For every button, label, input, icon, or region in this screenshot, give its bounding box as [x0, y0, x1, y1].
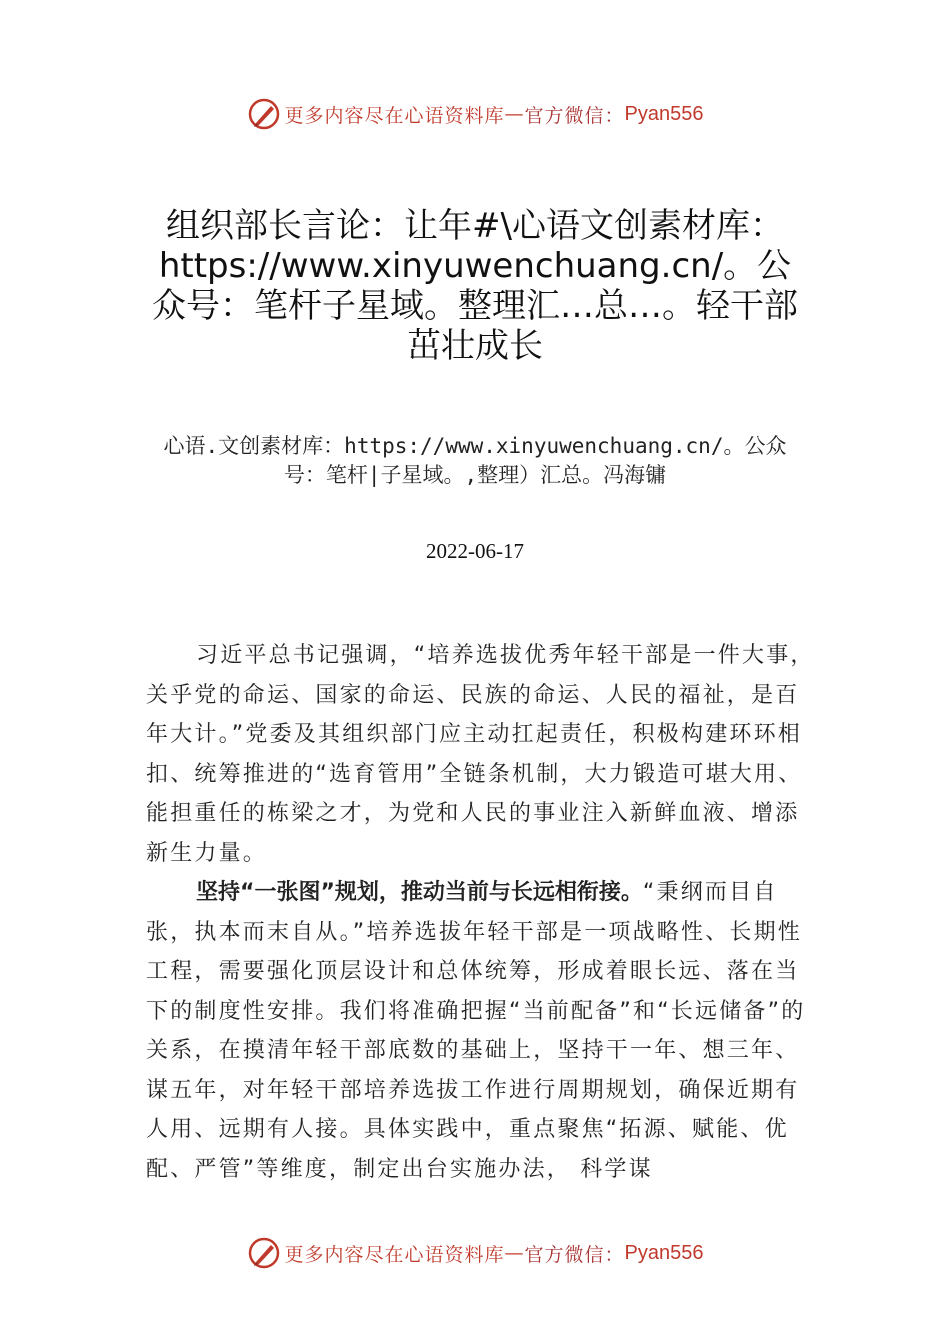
banner-wechat-label: 官方微信：: [524, 104, 625, 127]
banner-wechat-label: 官方微信：: [524, 1243, 625, 1266]
paragraph-text: 习近平总书记强调，“培养选拔优秀年轻干部是一件大事，关乎党的命运、国家的命运、民族的命运、人民的福祉，是百年大计。”党委及其组织部门应主动扛起责任，积极构建环环相扣、统筹推进的“选育管用”全链条机制，大力锻造可堪大用、能担重任的栋梁之才，为党和人民的事业注入新鲜血液、增添新生力量。: [146, 643, 815, 866]
banner-wechat-id: Pyan556: [624, 102, 704, 125]
document-subtitle: 心语.文创素材库：https://www.xinyuwenchuang.cn/。公众号：笔杆|子星域。,整理）汇总。冯海镛: [163, 434, 787, 487]
banner-main-text: 更多内容尽在心语资料库: [284, 104, 505, 127]
paragraph: [146, 873, 816, 1189]
footer-banner: [0, 1233, 950, 1273]
document-date: 2022-06-17: [426, 539, 524, 563]
pen-logo-icon: [247, 1236, 281, 1270]
banner-dash: —: [504, 103, 525, 125]
banner-main-text: 更多内容尽在心语资料库: [284, 1243, 505, 1266]
banner-wechat-id: Pyan556: [624, 1241, 704, 1264]
paragraph-lead: 坚持“一张图”规划，推动当前与长远相衔接。: [196, 880, 643, 905]
header-banner: [0, 94, 950, 134]
document-body: [146, 636, 816, 1189]
banner-dash: —: [504, 1242, 525, 1264]
paragraph: [146, 636, 816, 873]
paragraph-text: “秉纲而目自张，执本而末自从。”培养选拔年轻干部是一项战略性、长期性工程，需要强化顶层设计和总体统筹，形成着眼长远、落在当下的制度性安排。我们将准确把握“当前配备”和“长远储备”的关系，在摸清年轻干部底数的基础上，坚持干一年、想三年、谋五年，对年轻干部培养选拔工作进行周期规划，确保近期有人用、远期有人接。具体实践中，重点聚焦“拓源、赋能、优配、严管”等维度，制定出台实施办法， 科学谋: [146, 880, 806, 1182]
document-title: 组织部长言论：让年#\心语文创素材库：https://www.xinyuwenchuang.cn/。公众号：笔杆子星域。整理汇…总…。轻干部茁壮成长: [152, 206, 798, 366]
pen-logo-icon: [247, 97, 281, 131]
